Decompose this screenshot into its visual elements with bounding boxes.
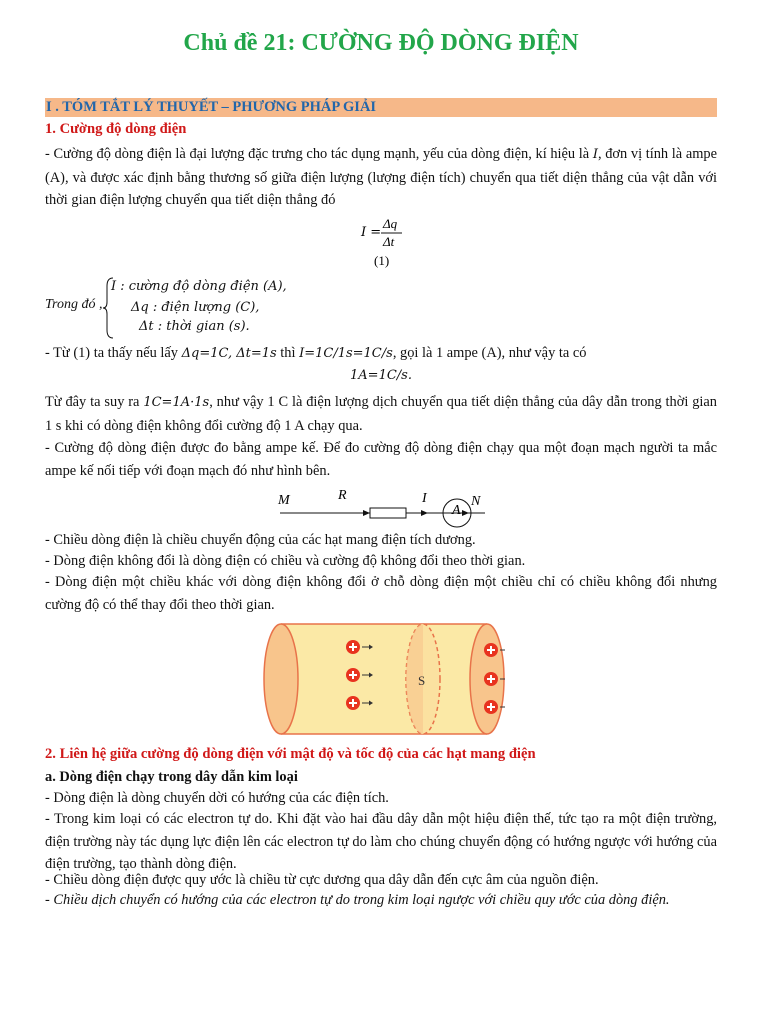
trong-do-label: Trong đó , [45, 297, 103, 312]
section-heading: I . TÓM TẮT LÝ THUYẾT – PHƯƠNG PHÁP GIẢI [45, 98, 717, 117]
subheading-metal: a. Dòng điện chạy trong dây dẫn kim loại [45, 769, 298, 785]
node-m-label: M [278, 493, 290, 508]
dash: - [45, 892, 54, 908]
conductor-illustration [263, 620, 505, 738]
definition-current: I : cường độ dòng điện (A), [111, 279, 287, 294]
cylinder-left-end [264, 624, 298, 734]
cylinder-body [281, 624, 487, 734]
formula-numerator: Δq [383, 216, 398, 231]
formula-lhs: I = [361, 225, 382, 240]
bullet-direct-current: - Dòng điện một chiều khác với dòng điện không đổi ở chỗ dòng điện một chiều chỉ có chiều không đổi nhưng cường độ có thể thay đổi theo thời gian. [45, 574, 717, 613]
arrow-icon [363, 510, 370, 516]
arrow-icon [421, 510, 428, 516]
equation-ampere: 1A=1C/s. [350, 368, 412, 383]
math-inline: I=1C/1s=1C/s [299, 346, 393, 361]
math-var: I [592, 147, 598, 162]
node-n-label: N [471, 494, 481, 509]
arrow-icon [462, 510, 469, 516]
paragraph-ampere [45, 345, 586, 362]
formula-svg [45, 214, 717, 272]
bullet-current-definition: - Dòng điện là dòng chuyển dời có hướng của các điện tích. [45, 790, 389, 806]
formula-denominator: Δt [383, 234, 395, 249]
cross-section-label: S [418, 673, 426, 688]
definition-time: Δt : thời gian (s). [139, 319, 250, 334]
bullet-free-electrons: - Trong kim loại có các electron tự do. Khi đặt vào hai đầu dây dẫn một hiệu điện thế, tức tạo ra một điện trường, điện trường này tác dụng lực điện lên các electron tự do làm cho chúng chuyển động có hướng ngược với hướng của điện trường, tạo thành dòng điện. [45, 811, 717, 872]
bullet-electron-direction [45, 892, 670, 909]
paragraph-text: Từ đây ta suy ra [45, 394, 144, 410]
math-inline: 1C=1A·1s [143, 395, 210, 410]
paragraph-text: thì [276, 345, 300, 361]
bullet-conventional-direction: - Chiều dòng điện được quy ước là chiều từ cực dương qua dây dẫn đến cực âm của nguồn điện. [45, 872, 599, 888]
ammeter-label: A [452, 503, 461, 518]
formula-tag: (1) [374, 253, 390, 268]
italic-text: Chiều dịch chuyển có hướng của các electron tự do trong kim loại ngược với chiều quy ước của dòng điện. [53, 892, 670, 908]
paragraph-definition [45, 143, 717, 212]
heading-1: 1. Cường độ dòng điện [45, 121, 187, 137]
paragraph-text: , đơn vị tính là ampe (A), và được xác định bằng thương số giữa điện lượng (lượng điện tích) chuyển qua tiết diện thẳng của vật dẫn với thời gian điện lượng chuyển qua tiết diện thẳng đó [45, 146, 717, 208]
resistor-label: R [338, 488, 347, 503]
circuit-wire-end [440, 505, 480, 521]
page-title: Chủ đề 21: CƯỜNG ĐỘ DÒNG ĐIỆN [183, 30, 579, 56]
formula-1 [45, 214, 717, 277]
paragraph-coulomb [45, 391, 717, 437]
resistor-icon [370, 508, 406, 518]
paragraph-text: - Từ (1) ta thấy nếu lấy [45, 345, 182, 361]
paragraph-text: , như vậy 1 C là điện lượng dịch chuyển qua tiết diện thẳng của dây dẫn trong thời gian 1 s khi có dòng điện không đổi cường độ 1 A chạy qua. [45, 394, 717, 434]
paragraph-ammeter: - Cường độ dòng điện được đo bằng ampe kế. Để đo cường độ dòng điện chạy qua một đoạn mạch người ta mắc ampe kế nối tiếp với đoạn mạch đó như hình bên. [45, 440, 717, 479]
paragraph-text: , gọi là 1 ampe (A), như vậy ta có [392, 345, 587, 361]
current-label: I [422, 491, 427, 506]
bullet-direction: - Chiều dòng điện là chiều chuyển động của các hạt mang điện tích dương. [45, 532, 476, 548]
bullet-constant-current: - Dòng điện không đổi là dòng điện có chiều và cường độ không đổi theo thời gian. [45, 553, 526, 569]
definition-charge: Δq : điện lượng (C), [131, 300, 260, 315]
heading-2: 2. Liên hệ giữa cường độ dòng điện với mật độ và tốc độ của các hạt mang điện [45, 746, 536, 762]
paragraph-text: - Cường độ dòng điện là đại lượng đặc trưng cho tác dụng mạnh, yếu của dòng điện, kí hiệu là [45, 146, 593, 162]
math-inline: Δq=1C, Δt=1s [181, 346, 277, 361]
